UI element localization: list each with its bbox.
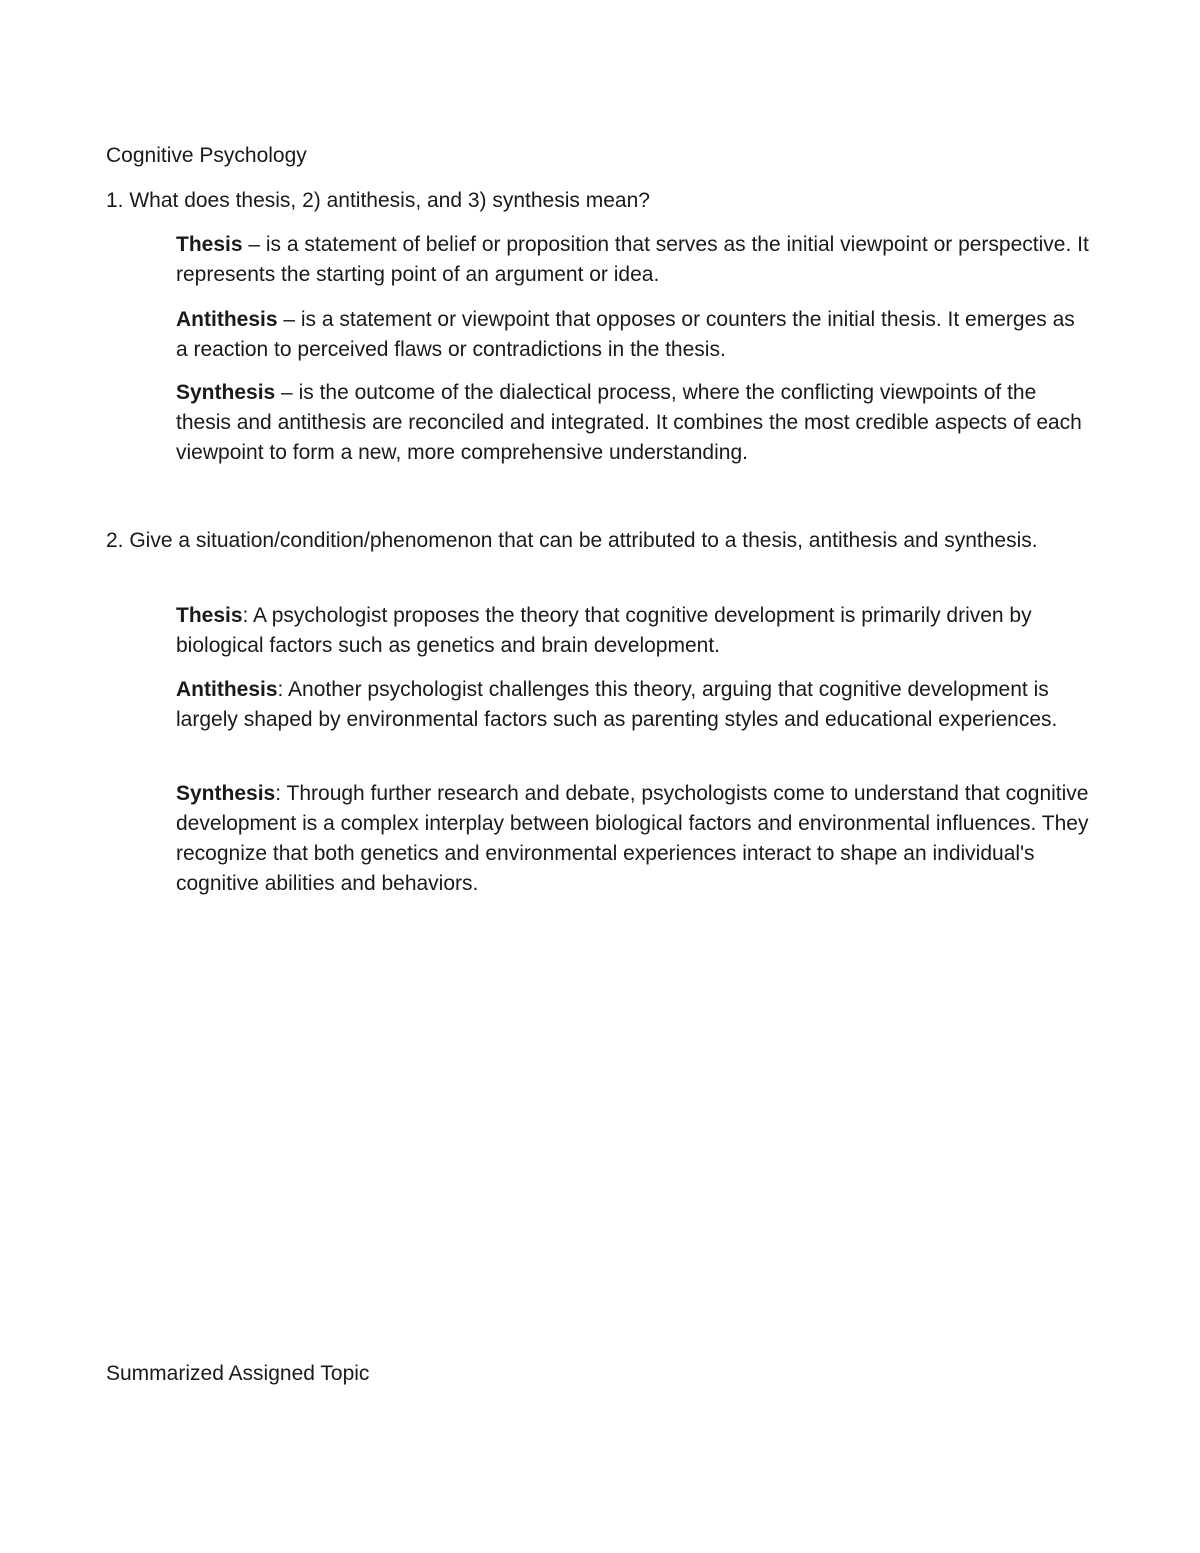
q2-synthesis-body: : Through further research and debate, psychologists come to understand that cognitive development is a complex interplay between biological factors and environmental influences. They recognize that both genetics and environmental experiences interact to shape an individual's cognitive abilities and behaviors.: [176, 782, 1089, 895]
q2-thesis-body: : A psychologist proposes the theory that cognitive development is primarily driven by biological factors such as genetics and brain development.: [176, 604, 1032, 657]
q2-antithesis-example: [176, 675, 1091, 735]
q2-synthesis-term: Synthesis: [176, 782, 276, 805]
q2-antithesis-term: Antithesis: [176, 678, 278, 701]
q1-thesis-term: Thesis: [176, 233, 243, 256]
q2-thesis-example: [176, 601, 1091, 661]
q1-thesis-definition: [176, 230, 1091, 290]
document-title: Cognitive Psychology: [106, 144, 307, 167]
q1-synthesis-definition: [176, 378, 1091, 468]
q2-antithesis-body: : Another psychologist challenges this theory, arguing that cognitive development is largely shaped by environmental factors such as parenting styles and educational experiences.: [176, 678, 1058, 731]
q1-antithesis-definition: [176, 305, 1091, 365]
question-2: 2. Give a situation/condition/phenomenon that can be attributed to a thesis, antithesis and synthesis.: [106, 529, 1038, 552]
question-1: 1. What does thesis, 2) antithesis, and 3) synthesis mean?: [106, 189, 650, 212]
q1-antithesis-term: Antithesis: [176, 308, 278, 331]
q1-synthesis-body: – is the outcome of the dialectical process, where the conflicting viewpoints of the thesis and antithesis are reconciled and integrated. It combines the most credible aspects of each viewpoint to form a new, more comprehensive understanding.: [176, 381, 1082, 464]
q1-synthesis-term: Synthesis: [176, 381, 276, 404]
q1-antithesis-body: – is a statement or viewpoint that opposes or counters the initial thesis. It emerges as a reaction to perceived flaws or contradictions in the thesis.: [176, 308, 1075, 361]
summary-heading: Summarized Assigned Topic: [106, 1362, 370, 1385]
q2-synthesis-example: [176, 779, 1091, 899]
q1-thesis-body: – is a statement of belief or proposition that serves as the initial viewpoint or perspective. It represents the starting point of an argument or idea.: [176, 233, 1089, 286]
q2-thesis-term: Thesis: [176, 604, 243, 627]
